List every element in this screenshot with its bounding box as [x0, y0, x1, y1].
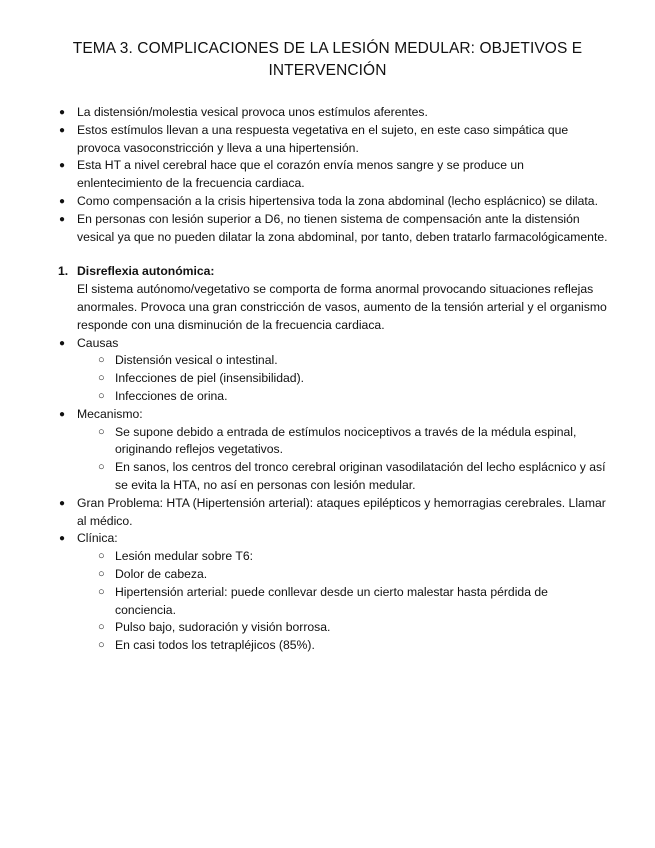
- sub-item-text: Lesión medular sobre T6:: [115, 549, 253, 564]
- list-item-text: Mecanismo:: [77, 406, 143, 421]
- bullet-dot-icon: ●: [59, 160, 66, 172]
- list-item-mecanismo: [56, 406, 611, 495]
- intro-bullet-list: [56, 104, 611, 246]
- sub-item-text: Infecciones de orina.: [115, 388, 228, 403]
- section-number: 1.: [58, 264, 69, 279]
- sub-list-item: [77, 637, 611, 655]
- sub-list-item: [77, 548, 611, 566]
- list-item-text: Esta HT a nivel cerebral hace que el corazón envía menos sangre y se produce un enlentecimiento de la frecuencia cardiaca.: [77, 158, 524, 191]
- bullet-circle-icon: ○: [98, 639, 105, 652]
- sub-list-item: [77, 619, 611, 637]
- bullet-circle-icon: ○: [98, 389, 105, 402]
- bullet-dot-icon: ●: [59, 195, 66, 207]
- sub-list-item: [77, 388, 611, 406]
- sub-list-item: [77, 566, 611, 584]
- sub-item-text: Dolor de cabeza.: [115, 566, 208, 581]
- list-item-text: En personas con lesión superior a D6, no tienen sistema de compensación ante la distensión vesical ya que no pueden dilatar la zona abdominal, por tanto, deben tratarlo farmacológicamente.: [77, 211, 608, 244]
- bullet-circle-icon: ○: [98, 425, 105, 438]
- list-item-clinica: [56, 530, 611, 655]
- section-disreflexia: [56, 263, 611, 655]
- list-item-causas: [56, 335, 611, 406]
- sub-item-text: Pulso bajo, sudoración y visión borrosa.: [115, 620, 331, 635]
- list-item-text: Estos estímulos llevan a una respuesta vegetativa en el sujeto, en este caso simpática que provoca vasoconstricción y lleva a una hipertensión.: [77, 122, 569, 155]
- bullet-circle-icon: ○: [98, 621, 105, 634]
- bullet-dot-icon: ●: [59, 213, 66, 225]
- section-heading: Disreflexia autonómica:: [77, 264, 215, 279]
- sub-list: [77, 548, 611, 655]
- bullet-dot-icon: ●: [59, 107, 66, 118]
- title-line-2: INTERVENCIÓN: [268, 62, 387, 79]
- bullet-circle-icon: ○: [98, 461, 105, 474]
- bullet-dot-icon: ●: [59, 497, 66, 509]
- sub-list-item: [77, 370, 611, 388]
- title-line-1: TEMA 3. COMPLICACIONES DE LA LESIÓN MEDULAR: OBJETIVOS E: [72, 40, 583, 57]
- list-item-text: Clínica:: [77, 531, 118, 546]
- sub-list-item: [77, 584, 611, 620]
- list-item-gran-problema: [56, 495, 611, 531]
- bullet-dot-icon: ●: [59, 337, 66, 349]
- bullet-dot-icon: ●: [59, 533, 66, 545]
- bullet-dot-icon: ●: [59, 124, 66, 136]
- bullet-circle-icon: ○: [98, 372, 105, 385]
- page-title: [44, 38, 611, 82]
- bullet-circle-icon: ○: [98, 585, 105, 598]
- list-item: [56, 193, 611, 211]
- list-item-text: La distensión/molestia vesical provoca unos estímulos aferentes.: [77, 105, 428, 119]
- section-heading-block: [56, 263, 611, 334]
- list-item: [56, 104, 611, 122]
- sub-list: [77, 424, 611, 495]
- list-item: [56, 211, 611, 247]
- list-item-text: Causas: [77, 335, 119, 350]
- list-item: [56, 157, 611, 193]
- bullet-circle-icon: ○: [98, 354, 105, 367]
- bullet-dot-icon: ●: [59, 408, 66, 420]
- sub-item-text: En sanos, los centros del tronco cerebral originan vasodilatación del lecho esplácnico y así se evita la HTA, no así en personas con lesión medular.: [115, 460, 606, 492]
- sub-item-text: Se supone debido a entrada de estímulos nociceptivos a través de la médula espinal, originando reflejos vegetativos.: [115, 424, 577, 457]
- list-item-text: Gran Problema: HTA (Hipertensión arterial): ataques epilépticos y hemorragias cerebrales. Llamar al médico.: [77, 495, 606, 528]
- sub-item-text: En casi todos los tetrapléjicos (85%).: [115, 638, 315, 653]
- sub-list-item: [77, 424, 611, 460]
- bullet-circle-icon: ○: [98, 567, 105, 580]
- list-item: [56, 122, 611, 158]
- sub-list: [77, 352, 611, 405]
- section-bullet-list: [56, 335, 611, 655]
- sub-list-item: [77, 352, 611, 370]
- sub-item-text: Distensión vesical o intestinal.: [115, 353, 278, 368]
- sub-item-text: Infecciones de piel (insensibilidad).: [115, 371, 305, 386]
- section-description: El sistema autónomo/vegetativo se comporta de forma anormal provocando situaciones reflejas anormales. Provoca una gran constricción de vasos, aumento de la tensión arterial y el organismo responde con una disminución de la frecuencia cardiaca.: [77, 282, 607, 332]
- sub-item-text: Hipertensión arterial: puede conllevar desde un cierto malestar hasta pérdida de conciencia.: [115, 584, 548, 617]
- list-item-text: Como compensación a la crisis hipertensiva toda la zona abdominal (lecho esplácnico) se dilata.: [77, 193, 598, 208]
- bullet-circle-icon: ○: [98, 550, 105, 563]
- sub-list-item: [77, 459, 611, 495]
